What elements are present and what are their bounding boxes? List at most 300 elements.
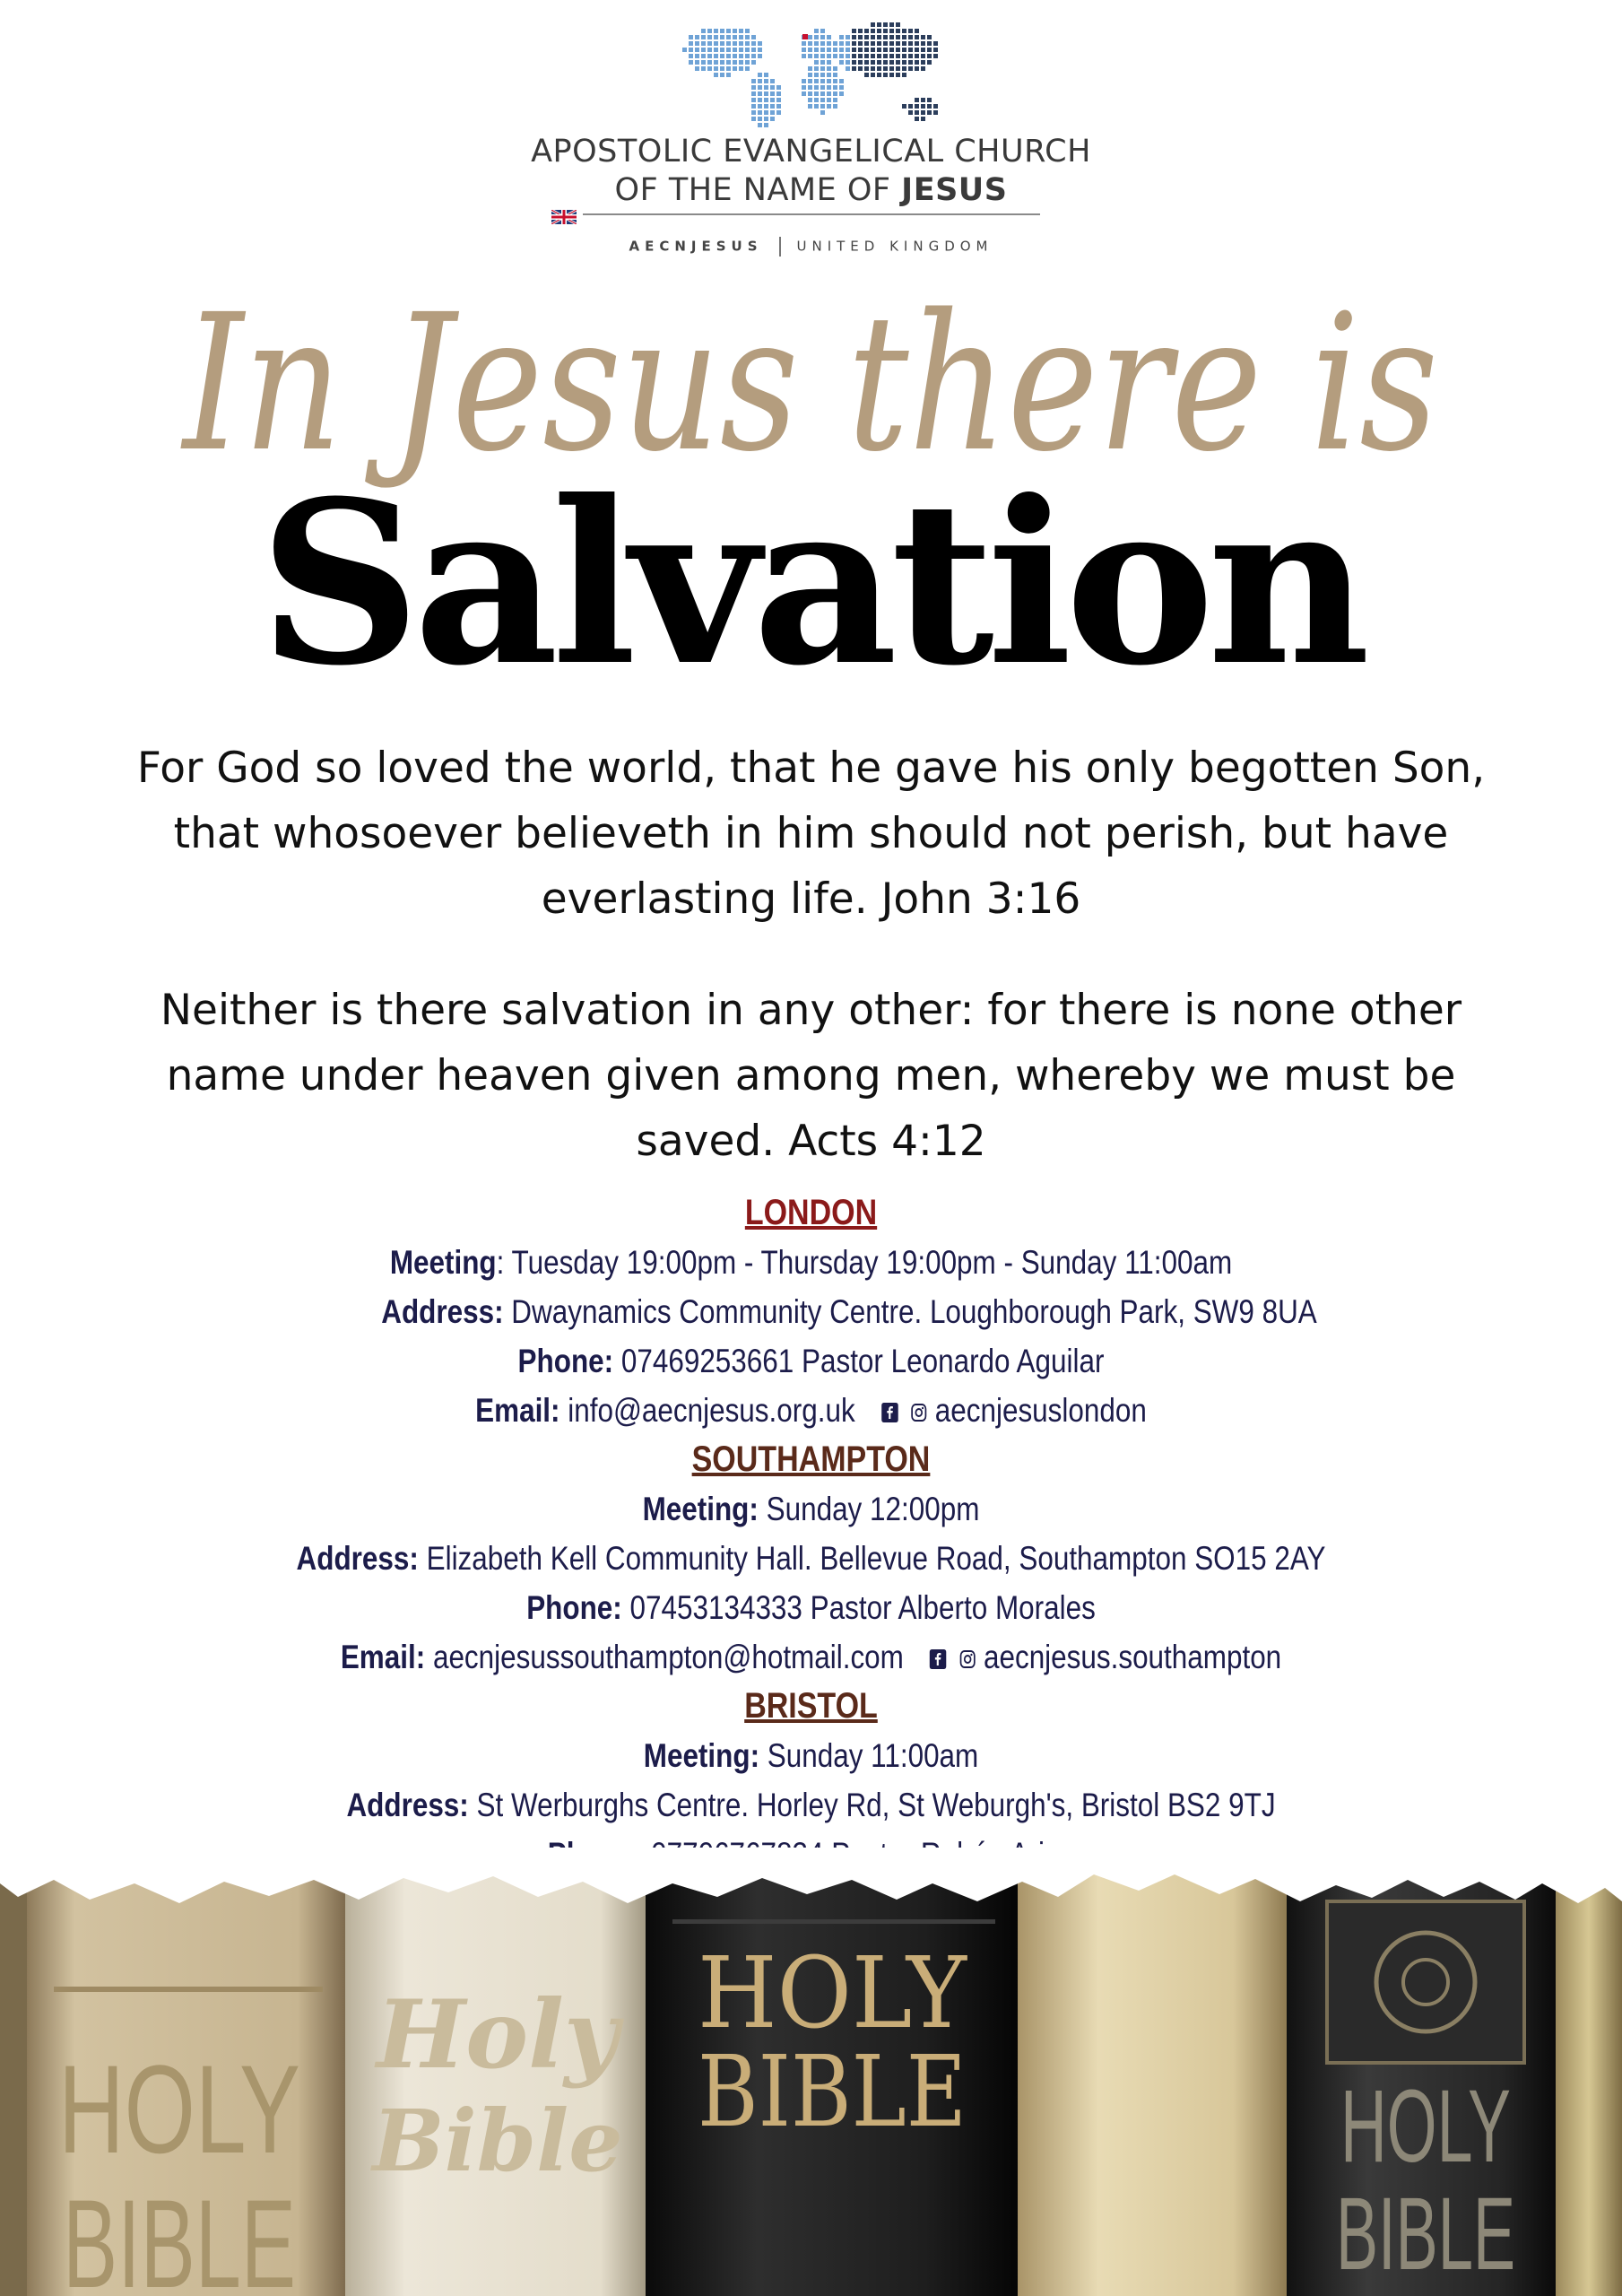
map-dot (814, 35, 819, 39)
map-dot (883, 54, 888, 58)
map-dot (908, 41, 913, 46)
map-dot (864, 35, 869, 39)
southampton-email (122, 1632, 1501, 1682)
map-dot (758, 73, 762, 77)
map-dot (776, 85, 781, 90)
map-dot (927, 60, 932, 65)
map-dot (827, 79, 831, 83)
map-dot (758, 79, 762, 83)
map-dot (770, 85, 775, 90)
map-dot (739, 54, 743, 58)
map-dot (689, 60, 693, 65)
map-dot (864, 73, 869, 77)
map-dot (739, 41, 743, 46)
london-phone (122, 1336, 1501, 1386)
london-email (122, 1386, 1501, 1435)
map-dot (833, 91, 837, 96)
map-dot (915, 41, 919, 46)
map-dot (751, 98, 756, 102)
map-dot (751, 85, 756, 90)
map-dot (846, 35, 850, 39)
map-dot (695, 41, 699, 46)
map-dot (814, 48, 819, 52)
map-dot (814, 60, 819, 65)
map-dot (827, 54, 831, 58)
map-dot (889, 35, 894, 39)
map-dot (820, 79, 825, 83)
map-dot (871, 54, 875, 58)
map-dot (889, 41, 894, 46)
map-dot (839, 79, 844, 83)
map-dot (915, 54, 919, 58)
map-dot (689, 35, 693, 39)
map-dot (883, 73, 888, 77)
map-dot (820, 48, 825, 52)
map-dot (889, 48, 894, 52)
map-dot (908, 104, 913, 109)
map-dot (877, 29, 881, 33)
map-dot (921, 54, 925, 58)
verse-acts-4-12: Neither is there salvation in any other: for there is none other name under heaven given among men, whereby we must be saved. Acts 4:12 (160, 986, 1462, 1166)
meeting-label: Meeting: (643, 1737, 760, 1774)
map-dot (745, 29, 750, 33)
map-dot (751, 79, 756, 83)
map-dot (720, 35, 724, 39)
map-dot (877, 41, 881, 46)
map-dot (839, 41, 844, 46)
map-dot (864, 54, 869, 58)
map-dot (877, 35, 881, 39)
map-dot (751, 35, 756, 39)
map-dot (695, 48, 699, 52)
bristol-address (122, 1780, 1501, 1830)
map-dot (707, 54, 712, 58)
map-dot (846, 48, 850, 52)
map-dot (858, 54, 863, 58)
map-dot (864, 41, 869, 46)
map-dot (714, 73, 718, 77)
map-dot (827, 60, 831, 65)
map-dot (745, 54, 750, 58)
map-dot (814, 91, 819, 96)
map-dot (814, 73, 819, 77)
map-dot (751, 117, 756, 121)
map-dot (889, 29, 894, 33)
map-dot (827, 91, 831, 96)
map-dot (921, 41, 925, 46)
map-dot (682, 48, 687, 52)
map-dot (871, 73, 875, 77)
map-dot (758, 98, 762, 102)
map-dot (776, 91, 781, 96)
map-dot (814, 29, 819, 33)
map-dot (720, 66, 724, 71)
map-dot (764, 104, 768, 109)
map-dot (820, 60, 825, 65)
map-dot (689, 48, 693, 52)
map-dot (889, 73, 894, 77)
map-dot (814, 104, 819, 109)
map-dot (770, 104, 775, 109)
map-dot (839, 54, 844, 58)
map-dot (695, 54, 699, 58)
map-dot (864, 66, 869, 71)
map-dot (776, 110, 781, 115)
map-dot (883, 48, 888, 52)
map-dot (701, 54, 706, 58)
email-label: Email: (340, 1639, 426, 1675)
map-dot (802, 54, 806, 58)
map-dot (820, 91, 825, 96)
meeting-value: : Tuesday 19:00pm - Thursday 19:00pm - Sunday 11:00am (496, 1244, 1233, 1281)
map-dot (726, 54, 731, 58)
branch-title-bristol: BRISTOL (744, 1686, 878, 1726)
map-dot (915, 104, 919, 109)
map-dot (726, 48, 731, 52)
address-label: Address: (381, 1293, 504, 1330)
map-dot (739, 48, 743, 52)
map-dot (764, 73, 768, 77)
address-value: Elizabeth Kell Community Hall. Bellevue Road, Southampton SO15 2AY (418, 1540, 1326, 1577)
map-dot (864, 29, 869, 33)
map-dot (908, 35, 913, 39)
meeting-value: Sunday 11:00am (759, 1737, 979, 1774)
map-dot (808, 66, 812, 71)
map-dot (814, 85, 819, 90)
map-dot (871, 60, 875, 65)
map-dot (858, 35, 863, 39)
map-dot (846, 60, 850, 65)
bible5-line1: HOLY (1340, 2069, 1511, 2184)
map-dot (902, 41, 906, 46)
map-dot (871, 35, 875, 39)
map-dot (915, 35, 919, 39)
map-dot (714, 60, 718, 65)
map-dot (726, 29, 731, 33)
map-dot (908, 48, 913, 52)
map-dot (896, 73, 900, 77)
map-dot (827, 73, 831, 77)
map-dot (714, 66, 718, 71)
map-dot (889, 60, 894, 65)
facebook-icon[interactable] (930, 1649, 947, 1669)
header-divider (583, 213, 1040, 215)
instagram-icon[interactable] (910, 1403, 927, 1422)
london-address (122, 1287, 1501, 1336)
map-dot (758, 117, 762, 121)
map-dot (701, 48, 706, 52)
map-dot (864, 48, 869, 52)
map-dot (764, 79, 768, 83)
map-dot (933, 48, 938, 52)
map-dot (839, 48, 844, 52)
map-dot (852, 48, 856, 52)
map-dot (889, 66, 894, 71)
map-dot (739, 60, 743, 65)
map-dot (758, 48, 762, 52)
map-dot (908, 54, 913, 58)
map-dot (720, 73, 724, 77)
map-dot (733, 35, 737, 39)
map-dot (902, 73, 906, 77)
map-dot (833, 85, 837, 90)
map-dot (927, 98, 932, 102)
map-dot (896, 41, 900, 46)
map-dot (852, 66, 856, 71)
map-dot (877, 66, 881, 71)
map-dot (707, 29, 712, 33)
map-dot (852, 41, 856, 46)
map-dot (921, 98, 925, 102)
map-dot (808, 85, 812, 90)
facebook-icon[interactable] (881, 1403, 898, 1422)
map-dot (814, 66, 819, 71)
map-dot (808, 79, 812, 83)
map-dot (889, 54, 894, 58)
map-dot (858, 29, 863, 33)
map-dot (896, 54, 900, 58)
map-dot (883, 22, 888, 27)
map-dot (814, 41, 819, 46)
map-dot (707, 66, 712, 71)
map-dot (764, 123, 768, 127)
branch-title-london: LONDON (744, 1193, 878, 1232)
meeting-label: Meeting: (642, 1491, 759, 1527)
phone-label: Phone: (526, 1589, 622, 1626)
map-dot (921, 104, 925, 109)
map-dot (733, 41, 737, 46)
map-dot (871, 22, 875, 27)
map-dot (733, 66, 737, 71)
email-label: Email: (475, 1392, 560, 1429)
map-dot (921, 110, 925, 115)
bible2-line2: Bible (372, 2092, 623, 2191)
map-dot (820, 104, 825, 109)
meeting-label: Meeting (389, 1244, 497, 1281)
map-dot (915, 29, 919, 33)
bible1-line2: BIBLE (63, 2173, 296, 2296)
uk-flag-icon (551, 210, 577, 224)
map-dot (808, 73, 812, 77)
map-dot (726, 60, 731, 65)
map-dot (751, 54, 756, 58)
map-dot (814, 54, 819, 58)
map-dot (827, 41, 831, 46)
social-handle[interactable]: aecnjesus.southampton (983, 1639, 1282, 1675)
map-dot (814, 79, 819, 83)
map-dot (877, 54, 881, 58)
map-dot (733, 60, 737, 65)
map-dot (839, 60, 844, 65)
map-dot (758, 123, 762, 127)
instagram-icon[interactable] (959, 1649, 976, 1669)
main-title: Salvation (258, 451, 1364, 715)
map-dot (726, 66, 731, 71)
map-dot (833, 98, 837, 102)
map-dot (776, 98, 781, 102)
southampton-address (122, 1534, 1501, 1583)
map-dot (770, 98, 775, 102)
branch-title-southampton: SOUTHAMPTON (691, 1439, 931, 1479)
southampton-phone (122, 1583, 1501, 1632)
map-dot (827, 98, 831, 102)
map-dot (927, 41, 932, 46)
map-dot (720, 54, 724, 58)
map-dot (833, 54, 837, 58)
bible3-line2: BIBLE (698, 2034, 967, 2149)
map-dot (921, 48, 925, 52)
map-dot (689, 54, 693, 58)
map-dot (915, 98, 919, 102)
map-dot (902, 104, 906, 109)
map-dot (846, 54, 850, 58)
church-logo (0, 13, 1622, 255)
map-dot (908, 60, 913, 65)
map-dot (720, 29, 724, 33)
map-dot (896, 60, 900, 65)
map-dot (758, 85, 762, 90)
map-dot (764, 91, 768, 96)
bibles-photo (0, 1848, 1622, 2296)
map-dot (733, 48, 737, 52)
map-dot (745, 60, 750, 65)
map-dot (751, 91, 756, 96)
map-dot (701, 66, 706, 71)
meeting-value: Sunday 12:00pm (758, 1491, 980, 1527)
phone-label: Phone: (517, 1343, 614, 1379)
email-value[interactable]: info@aecnjesus.org.uk (559, 1392, 855, 1429)
map-dot (902, 48, 906, 52)
map-dot (883, 60, 888, 65)
map-dot (695, 35, 699, 39)
map-dot (864, 60, 869, 65)
map-dot (764, 98, 768, 102)
map-dot (883, 29, 888, 33)
map-dot (833, 104, 837, 109)
map-dot (739, 66, 743, 71)
map-dot (877, 48, 881, 52)
map-dot (896, 66, 900, 71)
map-dot (877, 73, 881, 77)
map-dot (871, 29, 875, 33)
phone-value: 07453134333 Pastor Alberto Morales (621, 1589, 1096, 1626)
map-dot (927, 54, 932, 58)
church-name-line1: APOSTOLIC EVANGELICAL CHURCH (531, 134, 1091, 170)
map-dot (852, 35, 856, 39)
map-dot (701, 29, 706, 33)
map-dot (808, 48, 812, 52)
map-dot (745, 35, 750, 39)
branch-list (0, 1188, 1622, 1879)
map-dot (707, 48, 712, 52)
map-dot (802, 48, 806, 52)
map-dot (707, 41, 712, 46)
map-dot (908, 66, 913, 71)
map-dot (827, 66, 831, 71)
uk-marker (802, 34, 808, 39)
map-dot (726, 73, 731, 77)
map-dot (833, 73, 837, 77)
map-dot (745, 48, 750, 52)
map-dot (921, 117, 925, 121)
church-name-prefix: OF THE NAME OF (614, 172, 902, 208)
map-dot (902, 60, 906, 65)
map-dot (921, 60, 925, 65)
email-value[interactable]: aecnjesussouthampton@hotmail.com (425, 1639, 904, 1675)
map-dot (751, 110, 756, 115)
church-name-line2 (0, 172, 1622, 208)
map-dot (927, 110, 932, 115)
map-dot (858, 60, 863, 65)
map-dot (751, 48, 756, 52)
map-dot (701, 35, 706, 39)
map-dot (733, 54, 737, 58)
map-dot (714, 48, 718, 52)
map-dot (839, 85, 844, 90)
map-dot (827, 35, 831, 39)
church-name-jesus: JESUS (901, 172, 1008, 208)
southampton-meeting (122, 1484, 1501, 1534)
map-dot (858, 66, 863, 71)
map-dot (827, 48, 831, 52)
map-dot (883, 41, 888, 46)
map-dot (915, 110, 919, 115)
map-dot (808, 98, 812, 102)
verse-john-3-16: For God so loved the world, that he gave his only begotten Son, that whosoever believeth in him should not perish, but have everlasting life. John 3:16 (136, 744, 1486, 924)
map-dot (933, 41, 938, 46)
map-dot (758, 91, 762, 96)
map-dot (820, 73, 825, 77)
social-handle[interactable]: aecnjesuslondon (934, 1392, 1147, 1429)
map-dot (758, 41, 762, 46)
map-dot (720, 60, 724, 65)
map-dot (695, 60, 699, 65)
map-dot (770, 110, 775, 115)
map-dot (739, 29, 743, 33)
map-dot (889, 22, 894, 27)
map-dot (820, 35, 825, 39)
map-dot (833, 41, 837, 46)
map-dot (751, 104, 756, 109)
map-dot (701, 41, 706, 46)
world-map-icon (672, 13, 959, 134)
map-dot (714, 41, 718, 46)
bible3-line1: HOLY (698, 1935, 968, 2050)
map-dot (839, 91, 844, 96)
map-dot (714, 54, 718, 58)
map-dot (921, 66, 925, 71)
map-dot (846, 66, 850, 71)
tagline-right: UNITED KINGDOM (796, 238, 993, 255)
map-dot (902, 35, 906, 39)
map-dot (689, 41, 693, 46)
map-dot (933, 104, 938, 109)
map-dot (820, 66, 825, 71)
map-dot (776, 104, 781, 109)
bristol-meeting (122, 1731, 1501, 1780)
map-dot (820, 85, 825, 90)
map-dot (915, 66, 919, 71)
map-dot (846, 41, 850, 46)
map-dot (820, 54, 825, 58)
map-dot (701, 60, 706, 65)
map-dot (896, 35, 900, 39)
map-dot (820, 110, 825, 115)
map-dot (908, 110, 913, 115)
map-dot (808, 41, 812, 46)
map-dot (833, 48, 837, 52)
map-dot (933, 54, 938, 58)
